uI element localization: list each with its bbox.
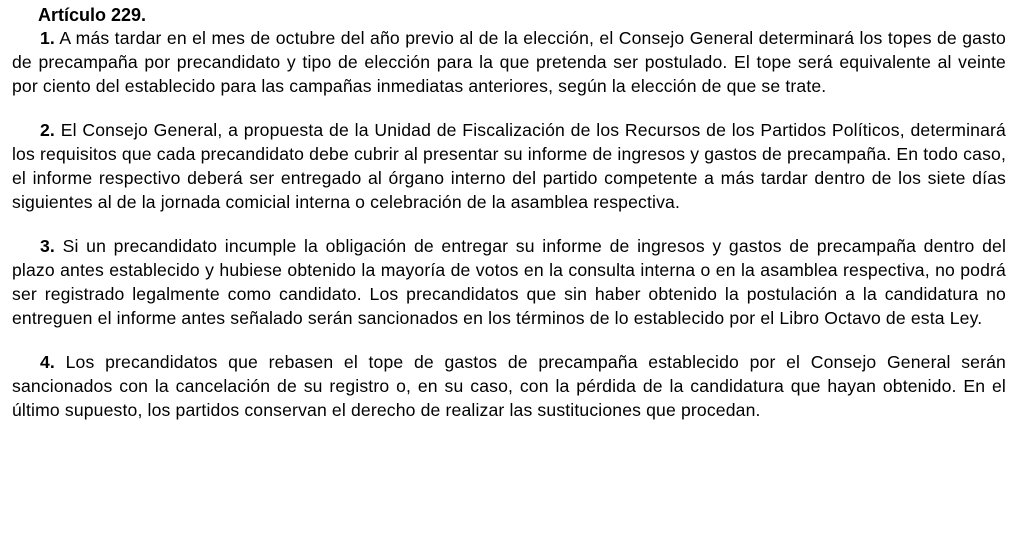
paragraph-text: Los precandidatos que rebasen el tope de gastos de precampaña establecido por el Consejo General serán sancionados con la cancelación de su registro o, en su caso, con la pérdida de la candidatura que hayan obtenido. En el último supuesto, los partidos conservan el derecho de realizar las sustituciones que procedan.: [12, 352, 1006, 420]
paragraph-number: 1.: [40, 28, 55, 48]
paragraph-text: Si un precandidato incumple la obligación de entregar su informe de ingresos y gastos de precampaña dentro del plazo antes establecido y hubiese obtenido la mayoría de votos en la consulta interna o en la asamblea respectiva, no podrá ser registrado legalmente como candidato. Los precandidatos que sin haber obtenido la postulación a la candidatura no entreguen el informe antes señalado serán sancionados en los términos de lo establecido por el Libro Octavo de esta Ley.: [12, 236, 1007, 328]
paragraph-number: 4.: [40, 352, 55, 372]
paragraph-text: A más tardar en el mes de octubre del año previo al de la elección, el Consejo General determinará los topes de gasto de precampaña por precandidato y tipo de elección para la que pretenda ser postulado. El tope será equivalente al veinte por ciento del establecido para las campañas inmediatas anteriores, según la elección de que se trate.: [12, 28, 1006, 96]
paragraph-2: [12, 118, 1006, 214]
paragraph-4: [12, 350, 1006, 422]
paragraph-number: 3.: [40, 236, 55, 256]
paragraph-number: 2.: [40, 120, 55, 140]
paragraph-3: [12, 234, 1006, 330]
paragraph-1: [12, 26, 1006, 98]
article-title: Artículo 229.: [38, 5, 147, 25]
paragraph-text: El Consejo General, a propuesta de la Unidad de Fiscalización de los Recursos de los Partidos Políticos, determinará los requisitos que cada precandidato debe cubrir al presentar su informe de ingresos y gastos de precampaña. En todo caso, el informe respectivo deberá ser entregado al órgano interno del partido competente a más tardar dentro de los siete días siguientes al de la jornada comicial interna o celebración de la asamblea respectiva.: [12, 120, 1006, 212]
